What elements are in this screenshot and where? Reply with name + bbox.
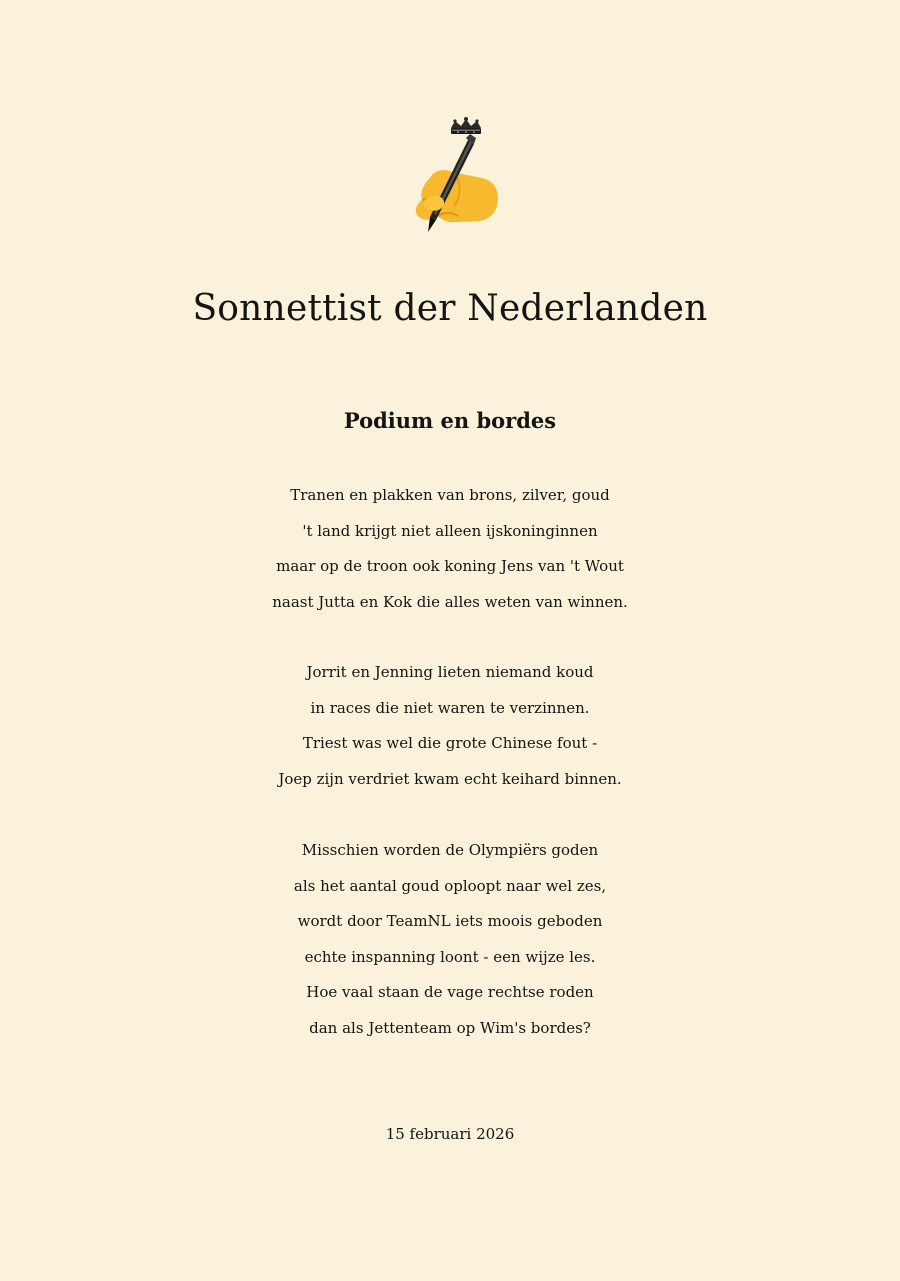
poem-line: Joep zijn verdriet kwam echt keihard binnen. [278,769,622,788]
poem-line: Tranen en plakken van brons, zilver, goud [290,486,610,504]
poem-date: 15 februari 2026 [385,1125,515,1143]
poem-line: maar op de troon ook koning Jens van 't Wout [276,557,624,575]
poem-line: wordt door TeamNL iets moois geboden [297,912,603,930]
poem-title: Podium en bordes [343,408,557,433]
stanza-1 [0,478,900,620]
poem-line: dan als Jettenteam op Wim's bordes? [309,1018,591,1037]
stanza-2 [0,655,900,797]
stanza-3 [0,833,900,1046]
poem-line: Jorrit en Jenning lieten niemand koud [306,663,594,681]
crown-icon [451,117,481,134]
poem-line: in races die niet waren te verzinnen. [310,698,590,717]
poem-line: als het aantal goud oploopt naar wel zes, [293,876,607,895]
poem-line: naast Jutta en Kok die alles weten van winnen. [272,592,628,611]
writing-hand-with-crown-icon [400,116,502,238]
poem-line: Hoe vaal staan de vage rechtse roden [306,983,594,1001]
poem-line: echte inspanning loont - een wijze les. [304,947,596,966]
poem-line: Triest was wel die grote Chinese fout - [302,734,598,752]
poem-line: Misschien worden de Olympiërs goden [301,841,599,859]
site-title: Sonnettist der Nederlanden [192,288,708,329]
poem-line: 't land krijgt niet alleen ijskoninginnen [302,521,598,540]
